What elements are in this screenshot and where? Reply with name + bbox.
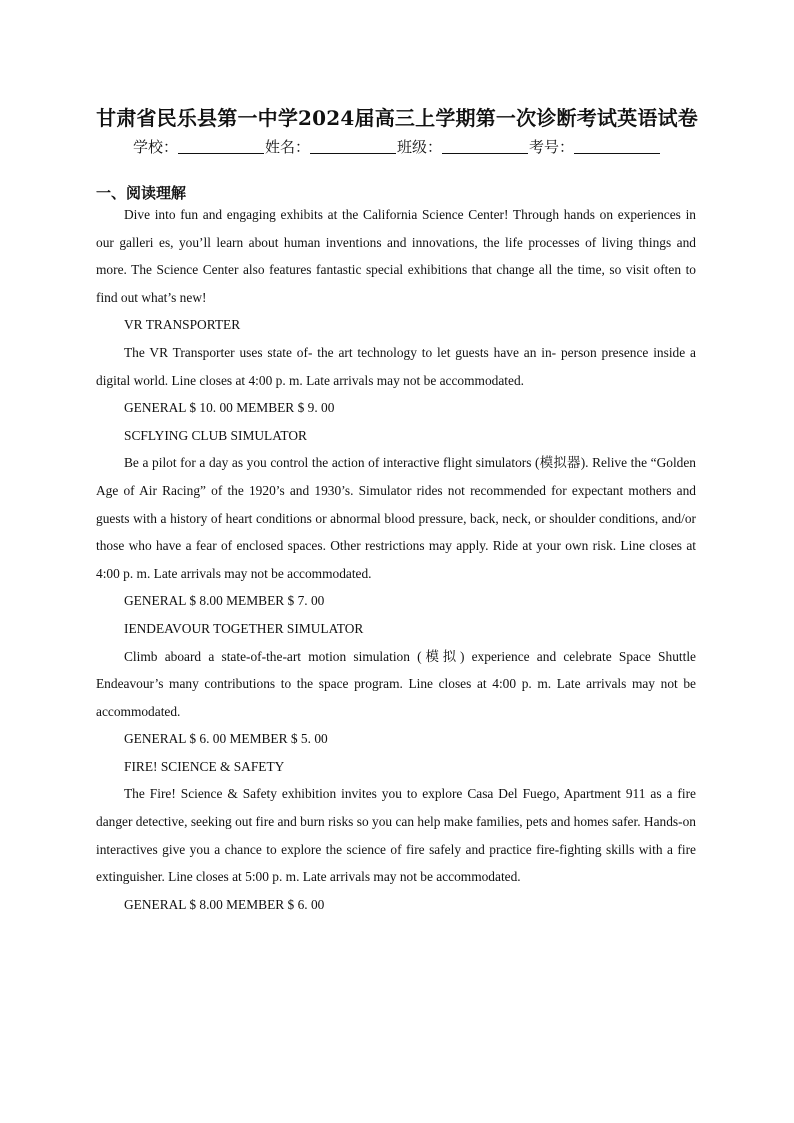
exam-title: 甘肃省民乐县第一中学2024届高三上学期第一次诊断考试英语试卷 bbox=[96, 106, 698, 130]
class-field[interactable] bbox=[397, 136, 529, 157]
exam-number-field[interactable] bbox=[529, 136, 661, 157]
reading-passage bbox=[96, 201, 696, 918]
item-description: Be a pilot for a day as you control the action of interactive flight simulators (模拟器). Relive the “Golden Age of Air Racing” of the 1920’s and 1930’s. Simulator rides not recommended for expectant mothers and guests with a history of heart conditions or abnormal blood pressure, back, neck, or shoulder conditions, and/or those who have a fear of enclosed spaces. Other restrictions may apply. Ride at your own risk. Line closes at 4:00 p. m. Late arrivals may not be accommodated. bbox=[96, 455, 696, 581]
name-blank[interactable] bbox=[310, 139, 396, 154]
exam-number-blank[interactable] bbox=[574, 139, 660, 154]
item-description: The Fire! Science & Safety exhibition invites you to explore Casa Del Fuego, Apartment 911 as a fire danger detective, seeking out fire and burn risks so you can help make families, pets and homes safer. Hands-on interactives give you a chance to explore the science of fire safely and practice fire-fighting skills with a fire extinguisher. Line closes at 5:00 p. m. Late arrivals may not be accommodated. bbox=[96, 786, 696, 885]
item-heading: IENDEAVOUR TOGETHER SIMULATOR bbox=[124, 620, 364, 636]
section-heading: 一、阅读理解 bbox=[96, 184, 187, 202]
item-description: Climb aboard a state-of-the-art motion simulation (模拟) experience and celebrate Space Shuttle Endeavour’s many contributions to the space program. Line closes at 4:00 p. m. Late arrivals may not be accommodated. bbox=[96, 648, 696, 719]
name-label: 姓名： bbox=[264, 138, 310, 156]
item-heading: VR TRANSPORTER bbox=[124, 317, 241, 333]
class-label: 班级： bbox=[397, 138, 443, 156]
item-heading: FIRE! SCIENCE & SAFETY bbox=[124, 758, 285, 774]
item-price: GENERAL $ 10. 00 MEMBER $ 9. 00 bbox=[124, 400, 335, 416]
item-heading: SCFLYING CLUB SIMULATOR bbox=[124, 427, 307, 443]
item-price: GENERAL $ 8.00 MEMBER $ 6. 00 bbox=[124, 896, 325, 912]
school-field[interactable] bbox=[133, 136, 265, 157]
exam-number-label: 考号： bbox=[529, 138, 575, 156]
passage-intro: Dive into fun and engaging exhibits at the California Science Center! Through hands on experiences in our galleri es, you’ll learn about human inventions and innovations, the life processes of living things and more. The Science Center also features fantastic special exhibitions that change all the time, so visit often to find out what’s new! bbox=[96, 207, 696, 305]
item-description: The VR Transporter uses state of- the art technology to let guests have an in- person presence inside a digital world. Line closes at 4:00 p. m. Late arrivals may not be accommodated. bbox=[96, 344, 696, 388]
name-field[interactable] bbox=[265, 136, 397, 157]
class-blank[interactable] bbox=[442, 139, 528, 154]
item-price: GENERAL $ 6. 00 MEMBER $ 5. 00 bbox=[124, 731, 328, 747]
school-blank[interactable] bbox=[178, 139, 264, 154]
school-label: 学校： bbox=[132, 138, 178, 156]
student-info-line bbox=[0, 136, 794, 157]
item-price: GENERAL $ 8.00 MEMBER $ 7. 00 bbox=[124, 593, 325, 609]
